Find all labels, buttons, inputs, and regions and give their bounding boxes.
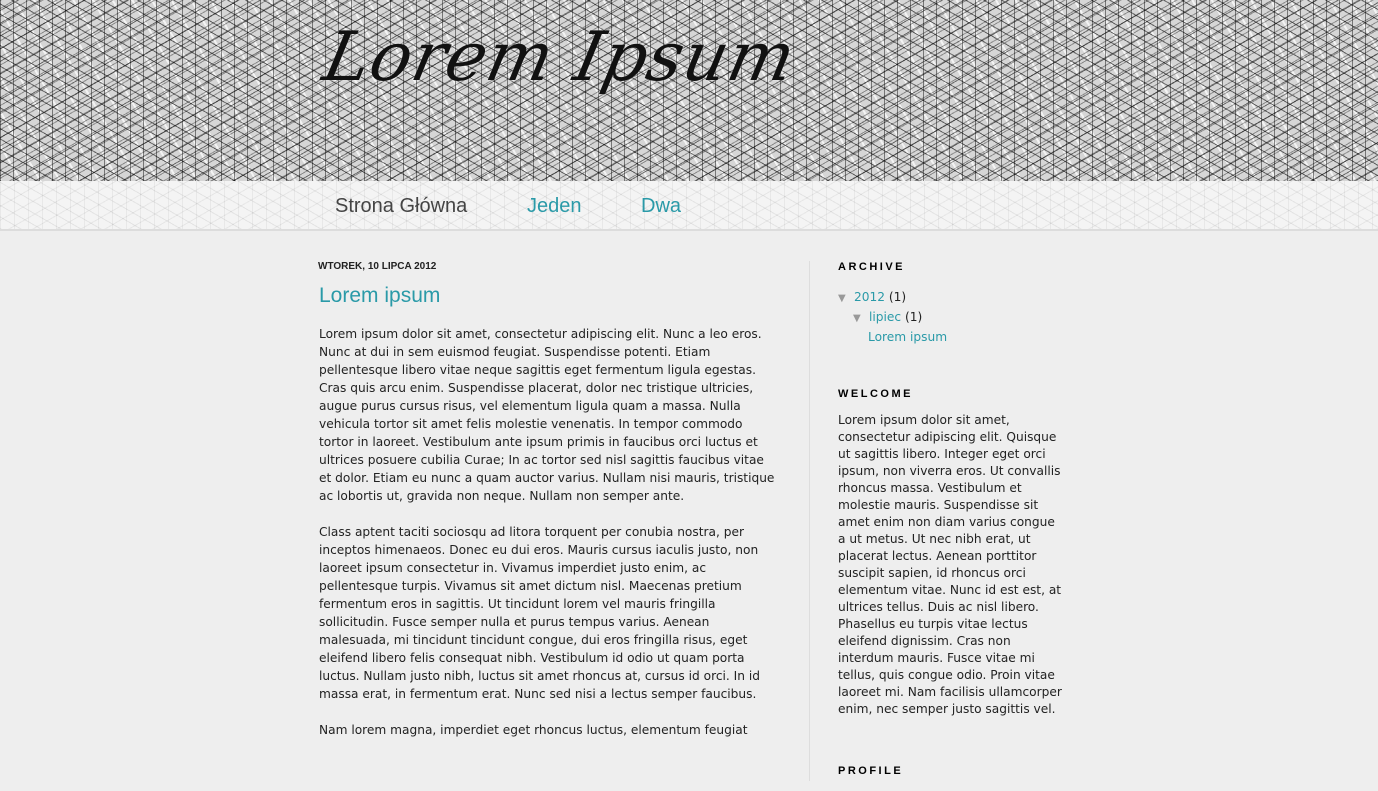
- tab-home[interactable]: Strona Główna: [335, 195, 468, 217]
- welcome-title: WELCOME: [838, 388, 913, 400]
- profile-title: PROFILE: [838, 765, 904, 777]
- blog-header: [0, 0, 1378, 181]
- profile-widget: [838, 765, 903, 791]
- post-paragraph: Lorem ipsum dolor sit amet, consectetur adipiscing elit. Nunc a leo eros. Nunc at dui in sem euismod feugiat. Suspendisse potenti. Etiam pellentesque libero vitae neque sagittis eget fermentum ligula egestas. Cras quis arcu enim. Suspendisse placerat, dolor nec tristique ultricies, augue purus cursus risus, vel elementum ligula quam a massa. Nulla vehicula tortor sit amet felis molestie venenatis. In tempor commodo tortor in laoreet. Vestibulum ante ipsum primis in faucibus orci luctus et ultrices posuere cubilia Curae; In ac tortor sed nisl sagittis faucibus vitae et dolor. Etiam eu nunc a quam auctor varius. Nullam nisi mauris, tristique ac lobortis ut, gravida non neque. Nullam non semper ante.: [319, 327, 775, 503]
- main-column: [318, 261, 780, 757]
- sidebar: [838, 261, 1062, 777]
- post-title[interactable]: Lorem ipsum: [319, 284, 441, 307]
- blog-title[interactable]: Lorem Ipsum: [316, 18, 803, 97]
- tab-jeden[interactable]: Jeden: [527, 195, 582, 217]
- archive-title: ARCHIVE: [838, 261, 906, 273]
- post-paragraph: Nam lorem magna, imperdiet eget rhoncus luctus, elementum feugiat: [319, 723, 748, 737]
- triangle-down-icon[interactable]: ▼: [838, 293, 846, 304]
- archive-year-link[interactable]: 2012: [854, 290, 886, 304]
- post-date: WTOREK, 10 LIPCA 2012: [318, 261, 437, 272]
- archive-post-row: [838, 327, 1062, 347]
- archive-month-count: (1): [904, 310, 923, 324]
- welcome-widget: [838, 388, 1062, 718]
- welcome-text: Lorem ipsum dolor sit amet, consectetur adipiscing elit. Quisque ut sagittis libero. Integer eget orci ipsum, non viverra eros. Ut convallis rhoncus massa. Vestibulum et molestie mauris. Suspendisse sit amet enim non diam varius congue a ut metus. Ut nec nibh erat, ut placerat lectus. Aenean porttitor suscipit sapien, id rhoncus orci elementum vitae. Nunc id est est, at ultrices tellus. Duis ac nisl libero. Phasellus eu turpis vitae lectus eleifend dignissim. Cras non interdum mauris. Fusce vitae mi tellus, quis congue odio. Proin vitae laoreet mi. Nam facilisis ullamcorper enim, nec semper justo sagittis vel.: [838, 413, 1062, 716]
- page-tabs: [0, 181, 1378, 231]
- post-paragraph: Class aptent taciti sociosqu ad litora torquent per conubia nostra, per inceptos himenaeos. Donec eu dui eros. Mauris cursus iaculis justo, non laoreet ipsum consectetur in. Vivamus imperdiet justo enim, ac pellentesque turpis. Vivamus sit amet dictum nisl. Maecenas pretium fermentum eros in sagittis. Ut tincidunt lorem vel mauris fringilla sollicitudin. Fusce semper nulla et purus tempus varius. Aenean malesuada, mi tincidunt tincidunt congue, dui eros fringilla risus, eget eleifend libero felis consequat nibh. Vestibulum id odio ut quam porta luctus. Nullam justo nibh, luctus sit amet rhoncus at, cursus id orci. In id massa erat, in fermentum erat. Nunc sed nisi a lectus semper faucibus.: [319, 525, 760, 701]
- archive-month-row: [838, 307, 1062, 327]
- archive-month-link[interactable]: lipiec: [869, 310, 902, 324]
- tab-dwa[interactable]: Dwa: [641, 195, 682, 217]
- archive-year-row: [838, 287, 1062, 307]
- column-divider: [809, 261, 810, 781]
- triangle-down-icon[interactable]: ▼: [853, 313, 861, 324]
- archive-widget: [838, 261, 1062, 347]
- post-body: [318, 325, 780, 739]
- archive-post-link[interactable]: Lorem ipsum: [868, 330, 948, 344]
- archive-year-count: (1): [888, 290, 907, 304]
